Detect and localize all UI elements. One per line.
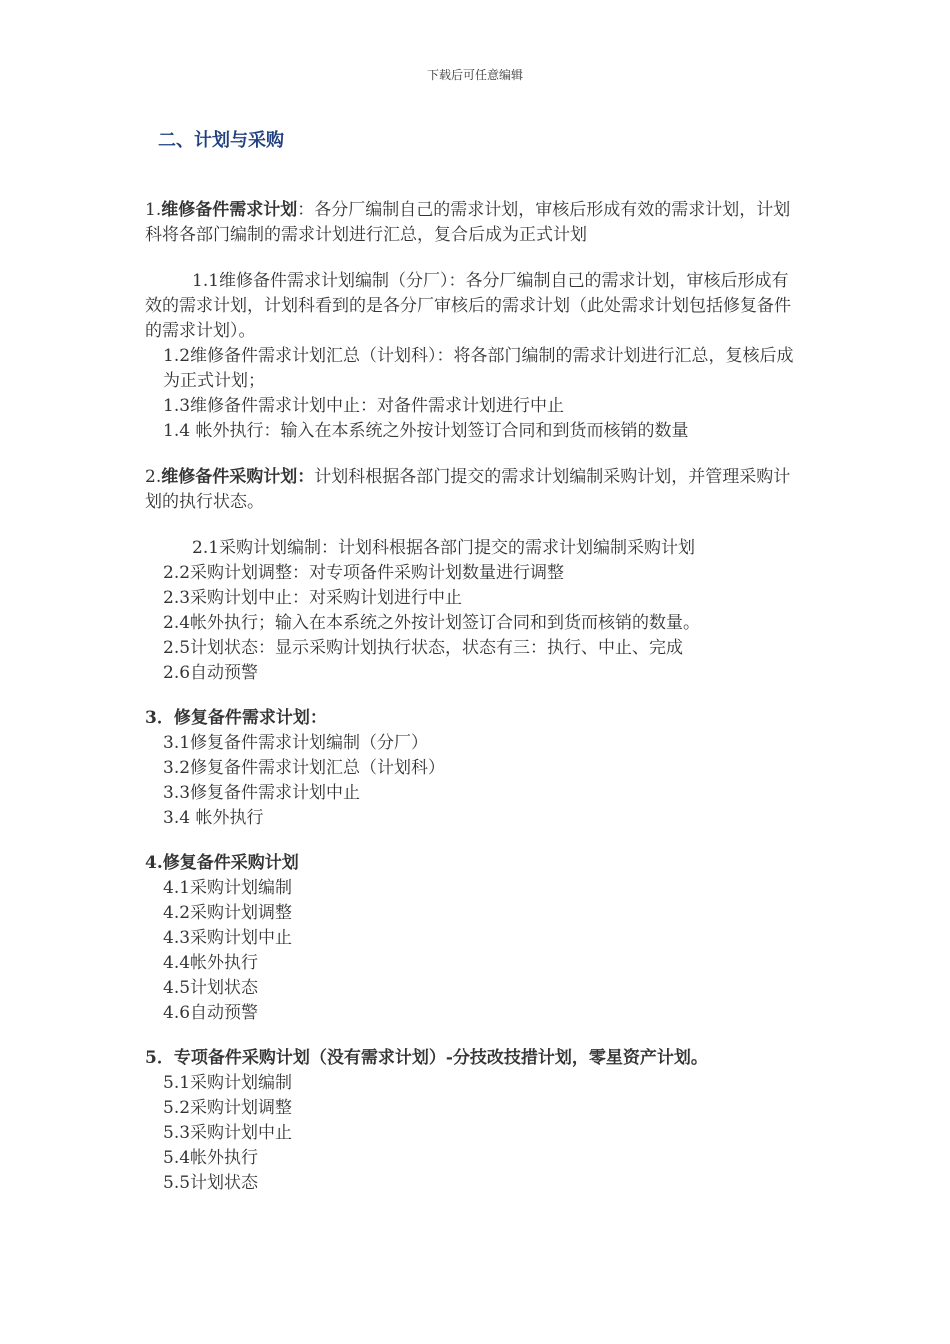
section-2-description: 计划科根据各部门提交的需求计划编制采购计划，并管理采购计划的执行状态。 [145,467,791,512]
item-3-2: 3.2修复备件需求计划汇总（计划科） [163,758,446,778]
item-4-2: 4.2采购计划调整 [163,903,293,923]
item-4-6: 4.6自动预警 [163,1003,259,1023]
item-5-1: 5.1采购计划编制 [163,1073,293,1093]
section-1-title: 维修备件需求计划 [161,200,298,220]
item-1-2: 1.2维修备件需求计划汇总（计划科）：将各部门编制的需求计划进行汇总，复核后成为正式计划； [163,346,794,391]
item-5-3: 5.3采购计划中止 [163,1123,293,1143]
item-2-2: 2.2采购计划调整：对专项备件采购计划数量进行调整 [163,563,565,583]
item-4-4: 4.4帐外执行 [163,953,259,973]
item-5-2: 5.2采购计划调整 [163,1098,293,1118]
item-4-5: 4.5计划状态 [163,978,259,998]
item-1-1: 1.1维修备件需求计划编制（分厂）：各分厂编制自己的需求计划，审核后形成有效的需求计划，计划科看到的是各分厂审核后的需求计划（此处需求计划包括修复备件的需求计划）。 [145,271,791,341]
item-1-3: 1.3维修备件需求计划中止：对备件需求计划进行中止 [163,396,565,416]
item-3-3: 3.3修复备件需求计划中止 [163,783,361,803]
section-1-number: 1. [145,200,162,220]
document-body [145,198,805,1196]
item-1-4: 1.4 帐外执行：输入在本系统之外按计划签订合同和到货而核销的数量 [163,421,689,441]
item-5-5: 5.5计划状态 [163,1173,259,1193]
section-title: 二、计划与采购 [158,130,284,151]
section-5-heading [145,1046,805,1071]
section-4-heading [145,851,805,876]
item-2-3: 2.3采购计划中止：对采购计划进行中止 [163,588,463,608]
section-1-description: 各分厂编制自己的需求计划，审核后形成有效的需求计划，计划科将各部门编制的需求计划进行汇总，复合后成为正式计划 [145,200,791,245]
item-3-4: 3.4 帐外执行 [163,808,264,828]
item-4-3: 4.3采购计划中止 [163,928,293,948]
section-5-title: 5．专项备件采购计划（没有需求计划）-分技改技措计划，零星资产计划。 [145,1048,708,1068]
section-4-title: 4.修复备件采购计划 [145,853,299,873]
section-2-title: 维修备件采购计划： [161,467,315,487]
section-1-colon: ： [297,200,315,220]
item-3-1: 3.1修复备件需求计划编制（分厂） [163,733,429,753]
item-4-1: 4.1采购计划编制 [163,878,293,898]
item-5-4: 5.4帐外执行 [163,1148,259,1168]
page-header: 下载后可任意编辑 [426,68,523,82]
section-3-title: 3．修复备件需求计划： [145,708,327,728]
item-2-5: 2.5计划状态：显示采购计划执行状态，状态有三：执行、中止、完成 [163,638,684,658]
section-2-intro [145,465,805,515]
section-1-intro [145,198,805,248]
section-2-number: 2. [145,467,162,487]
item-2-1: 2.1采购计划编制：计划科根据各部门提交的需求计划编制采购计划 [192,538,696,558]
item-2-4: 2.4帐外执行；输入在本系统之外按计划签订合同和到货而核销的数量。 [163,613,701,633]
item-2-6: 2.6自动预警 [163,663,259,683]
section-3-heading [145,706,805,731]
